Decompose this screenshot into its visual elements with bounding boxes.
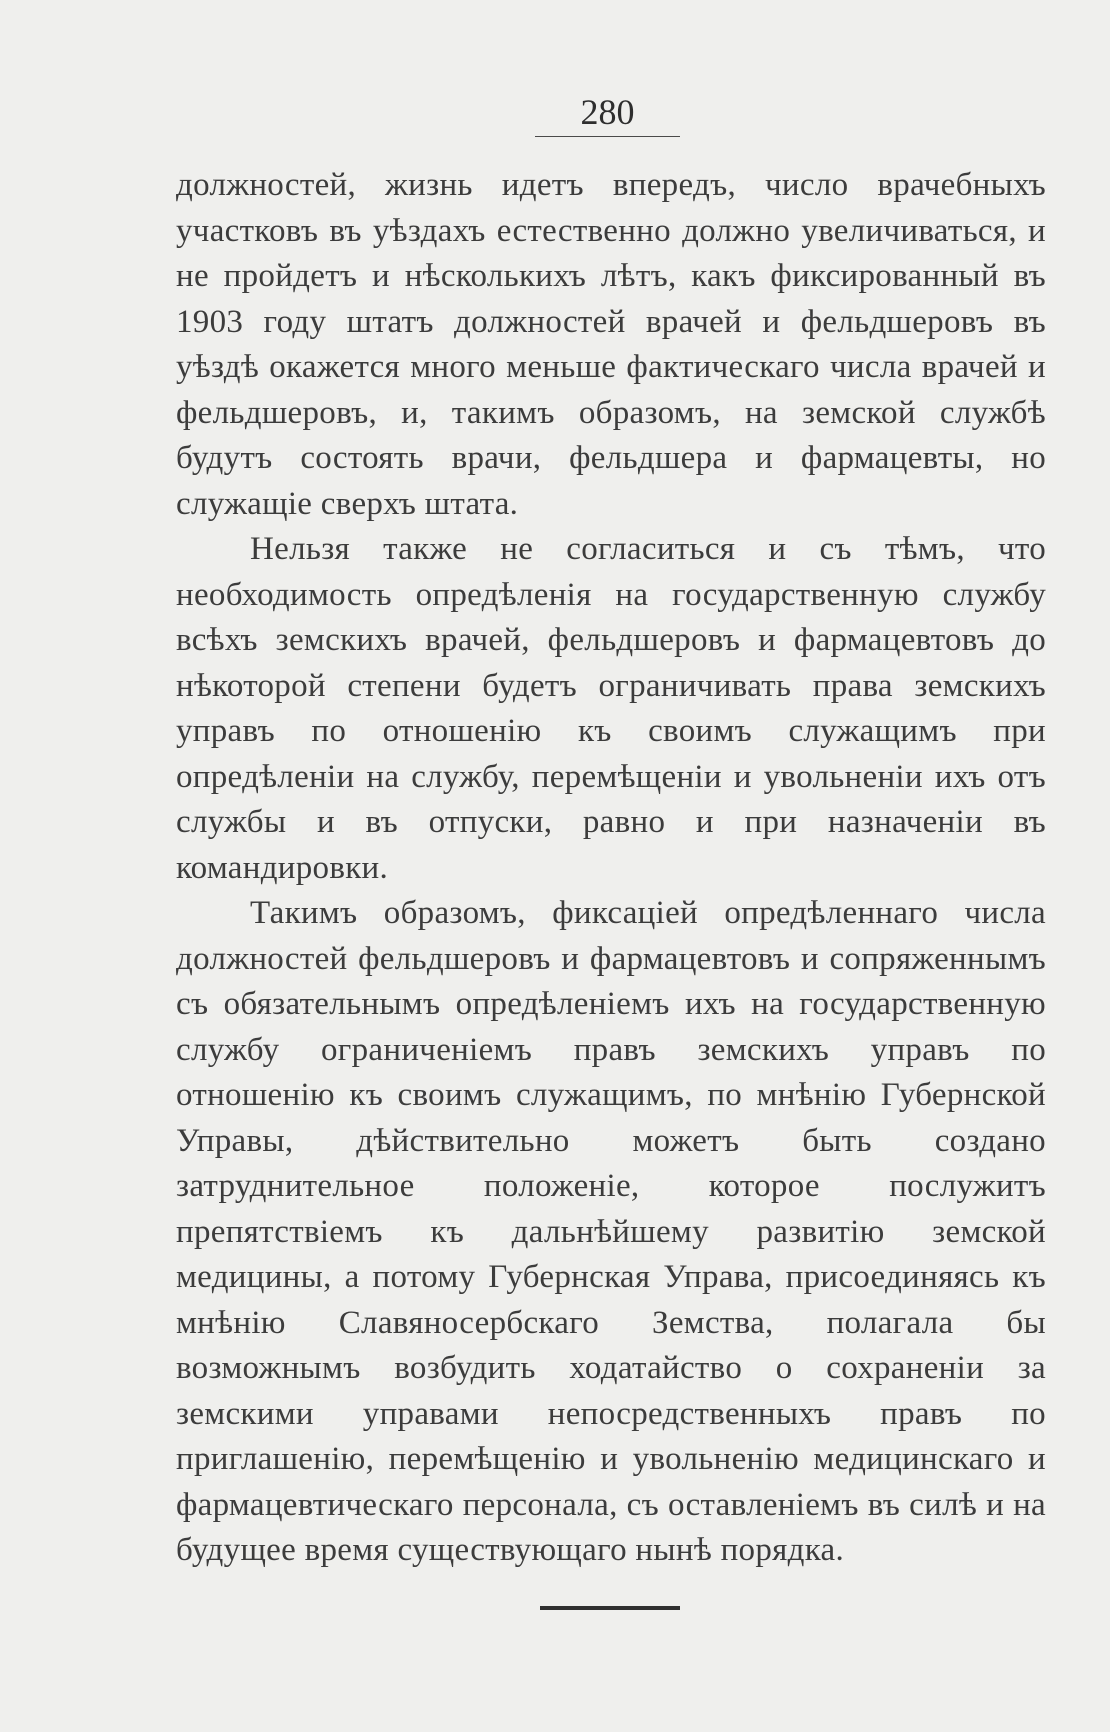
page-number-underline xyxy=(535,136,680,137)
body-text xyxy=(176,163,1046,1574)
paragraph-conclusion: Такимъ образомъ, фиксаціей опредѣленнаго числа должностей фельдшеровъ и фармацевтовъ и сопряженнымъ съ обязательнымъ опредѣленіемъ ихъ на государственную службу ограниченіемъ правъ земскихъ управъ по отношенію къ своимъ служащимъ, по мнѣнію Губернской Управы, дѣйствительно можетъ быть создано затруднительное положеніе, которое послужитъ препятствіемъ къ дальнѣйшему развитію земской медицины, а потому Губернская Управа, присоединяясь къ мнѣнію Славяносербскаго Земства, полагала бы возможнымъ возбудить ходатайство о сохраненіи за земскими управами непосредственныхъ правъ по приглашенію, перемѣщенію и увольненію медицинскаго и фармацевтическаго персонала, съ оставленіемъ въ силѣ и на будущее время существующаго нынѣ порядка. xyxy=(176,895,1046,1568)
page-number-header xyxy=(535,92,680,132)
paragraph-continuation: должностей, жизнь идетъ впередъ, число врачебныхъ участковъ въ уѣздахъ естественно должно увеличиваться, и не пройдетъ и нѣсколькихъ лѣтъ, какъ фиксированный въ 1903 году штатъ должностей врачей и фельдшеровъ въ уѣздѣ окажется много меньше фактическаго числа врачей и фельдшеровъ, и, такимъ образомъ, на земской службѣ будутъ состоять врачи, фельдшера и фармацевты, но служащіе сверхъ штата. xyxy=(176,167,1046,522)
end-of-section-rule xyxy=(540,1606,680,1610)
page-number: 280 xyxy=(580,92,635,132)
paragraph-agreement: Нельзя также не согласиться и съ тѣмъ, что необходимость опредѣленія на государственную службу всѣхъ земскихъ врачей, фельдшеровъ и фармацевтовъ до нѣкоторой степени будетъ ограничивать права земскихъ управъ по отношенію къ своимъ служащимъ при опредѣленіи на службу, перемѣщеніи и увольненіи ихъ отъ службы и въ отпуски, равно и при назначеніи въ командировки. xyxy=(176,531,1046,886)
